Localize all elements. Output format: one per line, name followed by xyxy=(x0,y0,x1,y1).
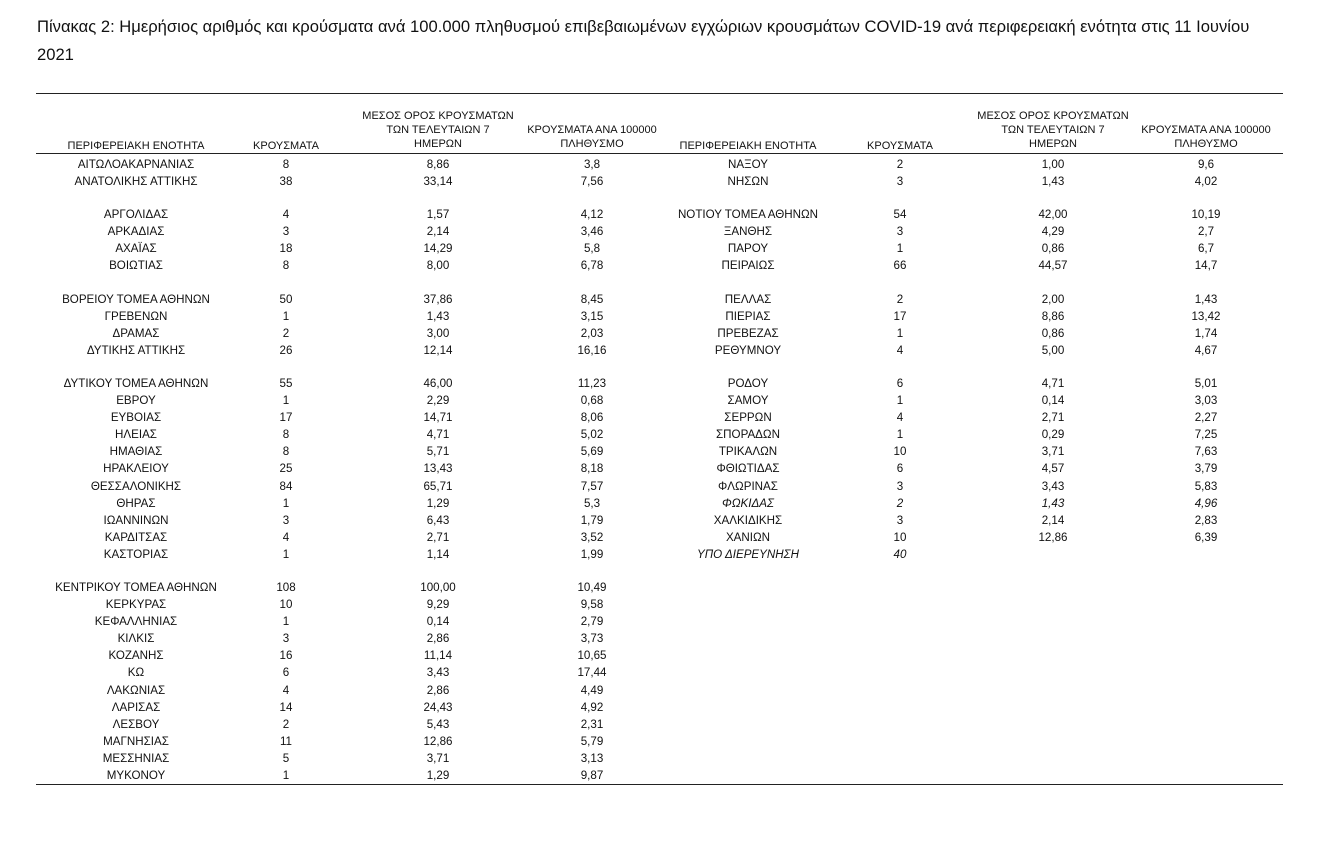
cell-per100k: 8,45 xyxy=(580,292,604,306)
cell-region: ΣΑΜΟΥ xyxy=(727,394,769,408)
cell-cases: 17 xyxy=(279,411,293,425)
cell-cases: 40 xyxy=(893,547,907,561)
page-title: Πίνακας 2: Ημερήσιος αριθμός και κρούσματα ανά 100.000 πληθυσμού επιβεβαιωμένων εγχώριων κρουσμάτων COVID-19 ανά περιφερειακή ενότητα στις 11 Ιουνίου 2021 xyxy=(37,17,1250,64)
cell-avg: 24,43 xyxy=(423,700,453,714)
cell-cases: 2 xyxy=(896,292,904,306)
right-header-rule xyxy=(672,153,1283,154)
cell-cases: 6 xyxy=(282,666,290,680)
cell-cases: 108 xyxy=(276,580,296,594)
cell-per100k: 4,92 xyxy=(580,700,604,714)
cell-per100k: 4,02 xyxy=(1194,175,1218,189)
cell-per100k: 9,87 xyxy=(580,769,604,782)
cell-per100k: 4,12 xyxy=(580,208,604,222)
cell-avg: 0,86 xyxy=(1041,326,1065,340)
cell-cases: 10 xyxy=(893,445,907,459)
cell-region: ΦΛΩΡΙΝΑΣ xyxy=(718,479,778,493)
cell-per100k: 5,83 xyxy=(1194,479,1218,493)
cell-per100k: 9,6 xyxy=(1197,158,1215,171)
cell-region: ΠΙΕΡΙΑΣ xyxy=(725,309,771,323)
cell-cases: 2 xyxy=(282,717,290,731)
cell-per100k: 6,39 xyxy=(1194,530,1218,544)
cell-per100k: 5,69 xyxy=(580,445,604,459)
cell-cases: 6 xyxy=(896,376,904,390)
cell-region: ΝΟΤΙΟΥ ΤΟΜΕΑ ΑΘΗΝΩΝ xyxy=(677,208,819,222)
cell-avg: 1,43 xyxy=(1041,496,1065,510)
cell-region: ΦΘΙΩΤΙΔΑΣ xyxy=(716,462,780,476)
header-per100k-line2: ΠΛΗΘΥΣΜΟ xyxy=(1174,138,1238,150)
cell-region: ΑΡΓΟΛΙΔΑΣ xyxy=(103,208,169,222)
cell-cases: 17 xyxy=(893,309,907,323)
cell-region: ΤΡΙΚΑΛΩΝ xyxy=(718,445,778,459)
cell-per100k: 3,13 xyxy=(580,751,604,765)
cell-avg: 44,57 xyxy=(1038,259,1068,273)
cell-avg: 3,43 xyxy=(426,666,450,680)
cell-region: ΛΑΡΙΣΑΣ xyxy=(111,700,161,714)
header-cases: ΚΡΟΥΣΜΑΤΑ xyxy=(253,140,319,152)
cell-avg: 2,14 xyxy=(426,225,450,239)
cell-region: ΚΑΡΔΙΤΣΑΣ xyxy=(104,530,168,544)
cell-per100k: 3,03 xyxy=(1194,394,1218,408)
cell-avg: 8,00 xyxy=(426,259,450,273)
cell-cases: 3 xyxy=(282,513,290,527)
cell-cases: 3 xyxy=(896,175,904,189)
cell-cases: 16 xyxy=(279,649,293,663)
cell-avg: 1,43 xyxy=(426,309,450,323)
cell-per100k: 2,27 xyxy=(1194,411,1218,425)
cell-per100k: 8,06 xyxy=(580,411,604,425)
cell-avg: 2,86 xyxy=(426,683,450,697)
cell-cases: 14 xyxy=(279,700,293,714)
cell-region: ΡΕΘΥΜΝΟΥ xyxy=(714,343,782,357)
cell-avg: 1,29 xyxy=(426,496,450,510)
cell-avg: 100,00 xyxy=(420,580,456,594)
cell-avg: 2,29 xyxy=(426,394,450,408)
cell-avg: 5,43 xyxy=(426,717,450,731)
cell-region: ΦΩΚΙΔΑΣ xyxy=(722,496,774,510)
cell-per100k: 10,19 xyxy=(1191,208,1221,222)
cell-avg: 12,86 xyxy=(423,734,453,748)
cell-per100k: 3,52 xyxy=(580,530,604,544)
cell-avg: 2,71 xyxy=(1041,411,1065,425)
cell-region: ΚΕΡΚΥΡΑΣ xyxy=(105,598,167,612)
cell-region: ΠΕΙΡΑΙΩΣ xyxy=(721,259,775,273)
cell-avg: 0,86 xyxy=(1041,242,1065,256)
cell-cases: 4 xyxy=(282,208,290,222)
cell-region: ΑΙΤΩΛΟΑΚΑΡΝΑΝΙΑΣ xyxy=(77,158,195,171)
cell-avg: 2,14 xyxy=(1041,513,1065,527)
cell-region: ΙΩΑΝΝΙΝΩΝ xyxy=(103,513,169,527)
cell-region: ΚΟΖΑΝΗΣ xyxy=(108,649,164,663)
cell-avg: 2,00 xyxy=(1041,292,1065,306)
cell-cases: 8 xyxy=(282,428,290,442)
cell-avg: 4,71 xyxy=(1041,376,1065,390)
cell-cases: 1 xyxy=(896,326,904,340)
cell-region: ΥΠΟ ΔΙΕΡΕΥΝΗΣΗ xyxy=(697,547,799,561)
cell-per100k: 5,01 xyxy=(1194,376,1218,390)
cell-per100k: 2,83 xyxy=(1194,513,1218,527)
cell-avg: 11,14 xyxy=(423,649,453,663)
header-avg-line2: ΤΩΝ ΤΕΛΕΥΤΑΙΩΝ 7 xyxy=(386,124,490,136)
cell-per100k: 1,79 xyxy=(580,513,604,527)
cell-avg: 1,43 xyxy=(1041,175,1065,189)
cell-per100k: 11,23 xyxy=(577,376,607,390)
cell-cases: 1 xyxy=(282,769,290,782)
cell-cases: 11 xyxy=(279,734,293,748)
cell-avg: 42,00 xyxy=(1038,208,1068,222)
cell-cases: 1 xyxy=(282,394,290,408)
cell-avg: 8,86 xyxy=(426,158,450,171)
cell-per100k: 3,79 xyxy=(1194,462,1218,476)
cell-region: ΞΑΝΘΗΣ xyxy=(723,225,773,239)
cell-region: ΔΡΑΜΑΣ xyxy=(112,326,160,340)
cell-region: ΕΒΡΟΥ xyxy=(116,394,156,408)
cell-per100k: 14,7 xyxy=(1194,259,1218,273)
header-per100k-line1: ΚΡΟΥΣΜΑΤΑ ΑΝΑ 100000 xyxy=(1141,124,1271,136)
cell-cases: 4 xyxy=(896,411,904,425)
cell-region: ΛΕΣΒΟΥ xyxy=(112,717,160,731)
cell-cases: 3 xyxy=(896,513,904,527)
cell-region: ΡΟΔΟΥ xyxy=(727,376,769,390)
cell-avg: 13,43 xyxy=(423,462,453,476)
cell-region: ΠΡΕΒΕΖΑΣ xyxy=(717,326,779,340)
cell-avg: 12,14 xyxy=(423,343,453,357)
cell-per100k: 2,79 xyxy=(580,615,604,629)
cell-avg: 0,14 xyxy=(1041,394,1065,408)
cell-avg: 3,00 xyxy=(426,326,450,340)
header-region: ΠΕΡΙΦΕΡΕΙΑΚΗ ΕΝΟΤΗΤΑ xyxy=(679,140,817,152)
left-header-rule xyxy=(36,153,672,154)
cell-cases: 1 xyxy=(896,242,904,256)
cell-region: ΑΧΑΪΑΣ xyxy=(115,242,157,256)
cell-cases: 8 xyxy=(282,158,290,171)
cell-per100k: 5,8 xyxy=(583,242,601,256)
cell-cases: 5 xyxy=(282,751,290,765)
cell-avg: 14,71 xyxy=(423,411,453,425)
cell-per100k: 17,44 xyxy=(577,666,607,680)
cell-per100k: 10,65 xyxy=(577,649,607,663)
cell-region: ΑΡΚΑΔΙΑΣ xyxy=(107,225,165,239)
cell-cases: 1 xyxy=(896,428,904,442)
cell-per100k: 6,7 xyxy=(1197,242,1215,256)
cell-region: ΝΑΞΟΥ xyxy=(727,158,769,171)
cell-cases: 4 xyxy=(282,683,290,697)
cell-avg: 9,29 xyxy=(426,598,450,612)
cell-avg: 14,29 xyxy=(423,242,453,256)
cell-cases: 25 xyxy=(279,462,293,476)
cell-cases: 1 xyxy=(282,309,290,323)
cell-avg: 8,86 xyxy=(1041,309,1065,323)
cell-avg: 4,71 xyxy=(426,428,450,442)
header-avg-line1: ΜΕΣΟΣ ΟΡΟΣ ΚΡΟΥΣΜΑΤΩΝ xyxy=(977,110,1129,122)
cell-avg: 0,29 xyxy=(1041,428,1065,442)
cell-region: ΗΛΕΙΑΣ xyxy=(115,428,157,442)
cell-cases: 8 xyxy=(282,259,290,273)
cell-per100k: 5,3 xyxy=(583,496,601,510)
cell-per100k: 6,78 xyxy=(580,259,604,273)
cell-region: ΗΜΑΘΙΑΣ xyxy=(109,445,163,459)
cell-region: ΜΑΓΝΗΣΙΑΣ xyxy=(103,734,169,748)
cell-per100k: 7,56 xyxy=(580,175,604,189)
cell-cases: 2 xyxy=(282,326,290,340)
header-per100k-line2: ΠΛΗΘΥΣΜΟ xyxy=(560,138,624,150)
cell-avg: 2,86 xyxy=(426,632,450,646)
cell-per100k: 2,03 xyxy=(580,326,604,340)
cell-cases: 2 xyxy=(896,158,904,171)
cell-cases: 4 xyxy=(282,530,290,544)
cell-region: ΒΟΙΩΤΙΑΣ xyxy=(109,259,163,273)
cell-avg: 1,14 xyxy=(426,547,450,561)
header-cases: ΚΡΟΥΣΜΑΤΑ xyxy=(867,140,933,152)
cell-avg: 33,14 xyxy=(423,175,453,189)
cell-avg: 12,86 xyxy=(1038,530,1068,544)
cell-region: ΚΙΛΚΙΣ xyxy=(117,632,155,646)
cell-region: ΚΩ xyxy=(127,666,145,680)
cell-per100k: 1,43 xyxy=(1194,292,1218,306)
cell-region: ΚΑΣΤΟΡΙΑΣ xyxy=(103,547,169,561)
cell-per100k: 4,49 xyxy=(580,683,604,697)
cell-cases: 18 xyxy=(279,242,293,256)
cell-cases: 26 xyxy=(279,343,293,357)
cell-region: ΕΥΒΟΙΑΣ xyxy=(110,411,162,425)
cell-region: ΔΥΤΙΚΗΣ ΑΤΤΙΚΗΣ xyxy=(86,343,186,357)
cell-region: ΘΕΣΣΑΛΟΝΙΚΗΣ xyxy=(90,479,182,493)
header-avg-line3: ΗΜΕΡΩΝ xyxy=(1029,138,1077,150)
cell-avg: 1,29 xyxy=(426,769,450,782)
cell-per100k: 3,73 xyxy=(580,632,604,646)
cell-cases: 1 xyxy=(896,394,904,408)
cell-cases: 38 xyxy=(279,175,293,189)
cell-region: ΜΥΚΟΝΟΥ xyxy=(106,769,166,782)
header-avg-line1: ΜΕΣΟΣ ΟΡΟΣ ΚΡΟΥΣΜΑΤΩΝ xyxy=(362,110,514,122)
cell-region: ΜΕΣΣΗΝΙΑΣ xyxy=(102,751,170,765)
cell-region: ΠΕΛΛΑΣ xyxy=(724,292,772,306)
cell-region: ΒΟΡΕΙΟΥ ΤΟΜΕΑ ΑΘΗΝΩΝ xyxy=(62,292,210,306)
cell-cases: 3 xyxy=(282,632,290,646)
cell-cases: 3 xyxy=(282,225,290,239)
cell-cases: 6 xyxy=(896,462,904,476)
cell-per100k: 0,68 xyxy=(580,394,604,408)
cell-cases: 55 xyxy=(279,376,293,390)
header-avg-line3: ΗΜΕΡΩΝ xyxy=(414,138,462,150)
cell-avg: 37,86 xyxy=(423,292,453,306)
cell-cases: 84 xyxy=(279,479,293,493)
cell-region: ΑΝΑΤΟΛΙΚΗΣ ΑΤΤΙΚΗΣ xyxy=(74,175,198,189)
cell-avg: 46,00 xyxy=(423,376,453,390)
cell-per100k: 1,99 xyxy=(580,547,604,561)
cell-region: ΚΕΦΑΛΛΗΝΙΑΣ xyxy=(94,615,178,629)
cell-region: ΗΡΑΚΛΕΙΟΥ xyxy=(103,462,169,476)
cell-avg: 3,43 xyxy=(1041,479,1065,493)
cell-per100k: 10,49 xyxy=(577,580,607,594)
cell-region: ΘΗΡΑΣ xyxy=(116,496,156,510)
cell-per100k: 8,18 xyxy=(580,462,604,476)
table-top-rule xyxy=(36,93,1283,94)
cell-per100k: 16,16 xyxy=(577,343,607,357)
cell-per100k: 9,58 xyxy=(580,598,604,612)
cell-cases: 66 xyxy=(893,259,907,273)
cell-per100k: 7,57 xyxy=(580,479,604,493)
cell-per100k: 3,8 xyxy=(583,158,601,171)
cell-cases: 3 xyxy=(896,225,904,239)
cell-per100k: 4,67 xyxy=(1194,343,1218,357)
cell-per100k: 4,96 xyxy=(1194,496,1218,510)
cell-avg: 0,14 xyxy=(426,615,450,629)
cell-cases: 50 xyxy=(279,292,293,306)
cell-cases: 2 xyxy=(896,496,904,510)
cell-region: ΣΠΟΡΑΔΩΝ xyxy=(716,428,780,442)
cell-cases: 1 xyxy=(282,496,290,510)
cell-avg: 5,71 xyxy=(426,445,450,459)
cell-region: ΠΑΡΟΥ xyxy=(727,242,769,256)
table-bottom-rule xyxy=(36,784,1283,785)
cell-region: ΔΥΤΙΚΟΥ ΤΟΜΕΑ ΑΘΗΝΩΝ xyxy=(63,376,209,390)
cell-avg: 65,71 xyxy=(423,479,453,493)
cell-region: ΧΑΝΙΩΝ xyxy=(725,530,771,544)
cell-region: ΣΕΡΡΩΝ xyxy=(724,411,772,425)
cell-region: ΚΕΝΤΡΙΚΟΥ ΤΟΜΕΑ ΑΘΗΝΩΝ xyxy=(55,580,217,594)
cell-avg: 4,29 xyxy=(1041,225,1065,239)
cell-region: ΛΑΚΩΝΙΑΣ xyxy=(106,683,166,697)
cell-avg: 1,00 xyxy=(1041,158,1065,171)
cell-avg: 2,71 xyxy=(426,530,450,544)
cell-per100k: 7,25 xyxy=(1194,428,1218,442)
cell-avg: 5,00 xyxy=(1041,343,1065,357)
cell-cases: 3 xyxy=(896,479,904,493)
cell-cases: 1 xyxy=(282,615,290,629)
cell-cases: 1 xyxy=(282,547,290,561)
cell-per100k: 2,31 xyxy=(580,717,604,731)
cell-per100k: 3,15 xyxy=(580,309,604,323)
cell-cases: 10 xyxy=(893,530,907,544)
cell-avg: 6,43 xyxy=(426,513,450,527)
cell-per100k: 5,02 xyxy=(580,428,604,442)
cell-per100k: 1,74 xyxy=(1194,326,1218,340)
cell-region: ΓΡΕΒΕΝΩΝ xyxy=(104,309,168,323)
cell-region: ΧΑΛΚΙΔΙΚΗΣ xyxy=(713,513,783,527)
cell-avg: 1,57 xyxy=(426,208,450,222)
cell-avg: 4,57 xyxy=(1041,462,1065,476)
cell-cases: 10 xyxy=(279,598,293,612)
cell-per100k: 7,63 xyxy=(1194,445,1218,459)
cell-region: ΝΗΣΩΝ xyxy=(727,175,769,189)
header-region: ΠΕΡΙΦΕΡΕΙΑΚΗ ΕΝΟΤΗΤΑ xyxy=(67,140,205,152)
cell-cases: 8 xyxy=(282,445,290,459)
cell-per100k: 3,46 xyxy=(580,225,604,239)
cell-per100k: 5,79 xyxy=(580,734,604,748)
cell-per100k: 2,7 xyxy=(1197,225,1215,239)
header-avg-line2: ΤΩΝ ΤΕΛΕΥΤΑΙΩΝ 7 xyxy=(1001,124,1105,136)
cell-avg: 3,71 xyxy=(1041,445,1065,459)
cell-avg: 3,71 xyxy=(426,751,450,765)
cell-per100k: 13,42 xyxy=(1191,309,1221,323)
cell-cases: 54 xyxy=(893,208,907,222)
header-per100k-line1: ΚΡΟΥΣΜΑΤΑ ΑΝΑ 100000 xyxy=(527,124,657,136)
cell-cases: 4 xyxy=(896,343,904,357)
